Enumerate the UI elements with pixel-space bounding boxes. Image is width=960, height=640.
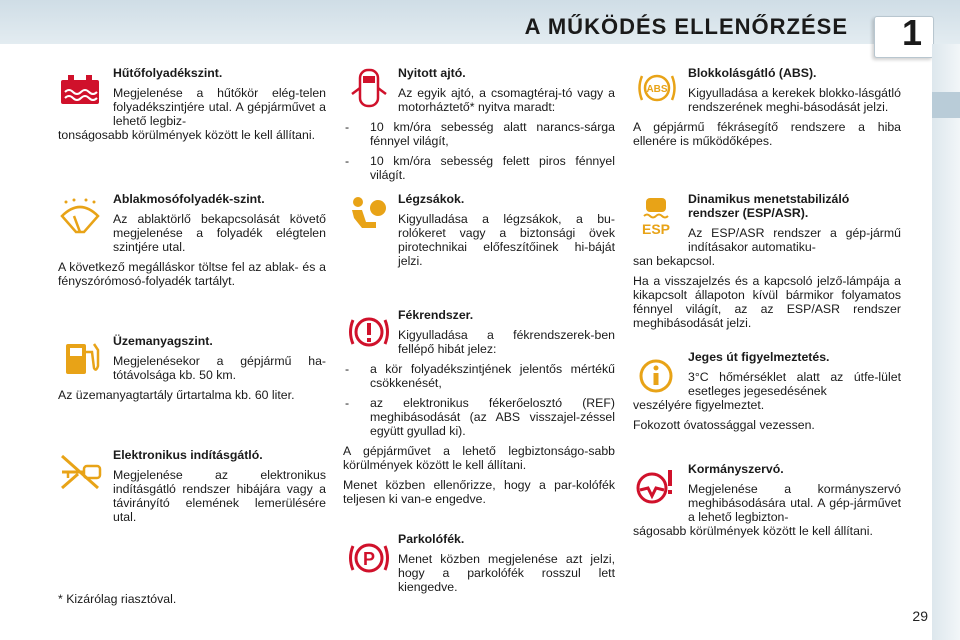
abs-section xyxy=(633,66,901,148)
coolant-text: Megjelenése a hűtőkör elég-telen folyadékszintjére utal. A gépjárművet a lehető legbiz- xyxy=(113,86,326,128)
esp-text-full-1: san bekapcsol. xyxy=(633,254,716,268)
brake-bullets xyxy=(343,362,615,438)
esp-icon-label: ESP xyxy=(641,221,671,237)
brake-section xyxy=(343,308,615,506)
parking-section xyxy=(343,532,615,594)
steering-text: Megjelenése a kormányszervó meghibásodására utal. A gép-járművet a lehető legbizton- xyxy=(688,482,901,524)
steering-section xyxy=(633,462,901,538)
fuel-title: Üzemanyagszint. xyxy=(113,334,213,348)
ice-section xyxy=(633,350,901,432)
abs-title: Blokkolásgátló (ABS). xyxy=(688,66,817,80)
fuel-text-full: Az üzemanyagtartály űrtartalma kb. 60 liter. xyxy=(58,388,295,402)
washer-text-full: A következő megálláskor töltse fel az ablak- és a fényszórómosó-folyadék tartályt. xyxy=(58,260,326,288)
ice-title: Jeges út figyelmeztetés. xyxy=(688,350,830,364)
abs-icon-label: ABS xyxy=(646,84,668,95)
brake-text-full-1: A gépjárművet a lehető legbiztonságo-sabb körülmények között le kell állítani. xyxy=(343,444,615,472)
esp-text-full-2: Ha a visszajelzés és a kapcsoló jelző-lámpája a kikapcsolt állapoton kívül bármikor folyamatos fénnyel világít, az az ESP/ASR rendszer meghibásodását jelzi. xyxy=(633,274,901,330)
door-text: Az egyik ajtó, a csomagtéraj-tó vagy a motorháztető* nyitva maradt: xyxy=(398,86,615,114)
abs-text: Kigyulladása a kerekek blokko-lásgátló rendszerének meghi-básodását jelzi. xyxy=(688,86,901,114)
washer-text: Az ablaktörlő bekapcsolását követő megjelenése a folyadék elégtelen szintjére utal. xyxy=(113,212,326,254)
ice-text-full-1: veszélyére figyelmeztet. xyxy=(633,398,765,412)
steering-title: Kormányszervó. xyxy=(688,462,784,476)
fuel-text: Megjelenésekor a gépjármű ha-tótávolsága kb. 50 km. xyxy=(113,354,326,382)
airbag-title: Légzsákok. xyxy=(398,192,465,206)
immobiliser-title: Elektronikus indításgátló. xyxy=(113,448,263,462)
list-item: - a kör folyadékszintjének jelentős mértékű csökkenését, xyxy=(343,362,615,390)
immobiliser-text: Megjelenése az elektronikus indításgátló rendszer hibájára vagy a távirányító elemének lemerülésére utal. xyxy=(113,468,326,524)
brake-title: Fékrendszer. xyxy=(398,308,474,322)
footnote: * Kizárólag riasztóval. xyxy=(58,592,177,606)
coolant-text-full: tonságosabb körülmények között le kell állítani. xyxy=(58,128,316,142)
ice-text-full-2: Fokozott óvatossággal vezessen. xyxy=(633,418,815,432)
parking-title: Parkolófék. xyxy=(398,532,465,546)
abs-text-full: A gépjármű fékrásegítő rendszere a hiba ellenére is működőképes. xyxy=(633,120,901,148)
page-title: A MŰKÖDÉS ELLENŐRZÉSE xyxy=(524,14,848,39)
esp-text: Az ESP/ASR rendszer a gép-jármű indításakor automatiku- xyxy=(688,226,901,254)
washer-title: Ablakmosófolyadék-szint. xyxy=(113,192,265,206)
esp-section xyxy=(633,192,901,330)
coolant-title: Hűtőfolyadékszint. xyxy=(113,66,223,80)
airbag-text: Kigyulladása a légzsákok, a bu-rolókeret vagy a biztonsági övek pirotechnikai előfeszítőinek hi-báját jelzi. xyxy=(398,212,615,268)
washer-section xyxy=(58,192,326,288)
list-item: - 10 km/óra sebesség felett piros fénnyel világít. xyxy=(343,154,615,182)
esp-title: Dinamikus menetstabilizáló rendszer (ESP/ASR). xyxy=(688,192,850,220)
fuel-section xyxy=(58,334,326,402)
door-section xyxy=(343,66,615,188)
brake-text-full-2: Menet közben ellenőrizze, hogy a par-kolófék teljesen ki van-e engedve. xyxy=(343,478,615,506)
steering-text-full: ságosabb körülmények között le kell állítani. xyxy=(633,524,873,538)
coolant-section xyxy=(58,66,326,142)
airbag-section xyxy=(343,192,615,268)
list-item: - 10 km/óra sebesség alatt narancs-sárga fénnyel világít, xyxy=(343,120,615,148)
brake-text: Kigyulladása a fékrendszerek-ben fellépő hibát jelez: xyxy=(398,328,615,356)
side-band xyxy=(932,44,960,640)
immobiliser-section xyxy=(58,448,326,524)
ice-text: 3°C hőmérséklet alatt az útfe-lület esetleges jegesedésének xyxy=(688,370,901,398)
svg-text:P: P xyxy=(362,549,376,569)
door-bullets xyxy=(343,120,615,182)
list-item: - az elektronikus fékerőelosztó (REF) meghibásodását (az ABS visszajel-zéssel együtt gyullad ki). xyxy=(343,396,615,438)
page-number: 29 xyxy=(912,608,928,624)
parking-text: Menet közben megjelenése azt jelzi, hogy a parkolófék rosszul lett kiengedve. xyxy=(398,552,615,594)
side-tab-marker xyxy=(932,92,960,118)
door-title: Nyitott ajtó. xyxy=(398,66,466,80)
chapter-number: 1 xyxy=(901,12,922,53)
